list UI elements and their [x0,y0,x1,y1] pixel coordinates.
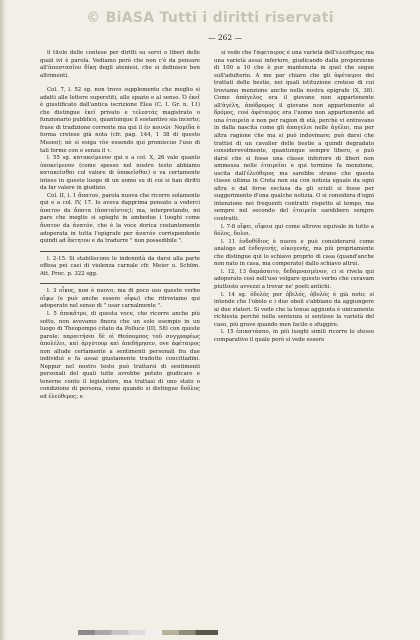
right-column [214,50,374,610]
paragraph: il titolo delle contese per diritti su servi o liberi delle quali ivi è parola. Vediamo però che non c'è da pensare all'ἀποστασίου δίκη degli ateniesi, che si definisce ben altrimenti. [40,50,200,79]
paragraph: l. 55 sg. κατακείμενον qui e a col. X, 26 vale quanto ὑποκείμενον (come spesso nel nostro testo abbiamo κατακεῖσθαι col valore di ὑποκεῖσθαι) e va certamente inteso in questo luogo di un uomo su di cui si han diritti da far valere in giudizio. [40,155,200,192]
left-column [40,50,200,622]
color-calibration-strip [78,630,218,635]
page-gutter-shadow [0,0,6,640]
paragraph: l. 14 sg. ὀδελὸς per ὀβελός, ὀβολός è già noto; si intende che l'obolo e i due oboli s'abbiano da aggiungere ai due stateri. Si vede che la tenue aggiunta è unicamente richiesta perchè nella sentenza si sentisse la varietà del caso, più grave quando men facile o sfuggire. [214,291,374,328]
scan-color-bar [0,628,420,636]
paragraph: l. 3 οἶκος, non è nuovo, ma di poco uso questo verbo οἴφω (e può anche essere οἶφω) che ritroviamo qui adoperato nel senso di " usar carnalmente ". [40,288,200,310]
paragraph: l. 11 ἐνδοθίδιος è nuovo e può considerarsi come analogo ad ἐνδογενής, οἰκογενής, ma più propriamente che distingue qui lo schiavo proprio di casa (quand'anche non nato in casa, ma comperato) dallo schiavo altrui. [214,238,374,268]
section-divider [40,251,200,252]
paragraph: si vede che l'ἀφέταιρος è una varietà dell'ἐλεύθερος ma una varietà assai inferiore, giudicando dalla proporzione di 100 a 10 che è pur mantenuta in quel che segue sull'adulterio. A me par chiaro che gli ἀφέταιροι dei trattati delle bestie, nei quali istituzione cretese di cui troviamo menzione anche nella nostra epigrafe (X, 38). Come ἀπάγελος era il giovane non appartenente all'ἀγέλη, ἀπόδρομος il giovane non appartenente al δρόμος, così ἀφέταιρος era l'uomo non appartenente ad una ἑταιρεία e non per ragion di età, perchè vi entravano in dalla nascita come gli ἀπαγελοι nelle ἀγέλαι, ma per altra ragione che ma si può indovinare; può darsi che trattisi di un cavalier delle bestie a quindi degradato considerevolmente, quantunque sempre libero, e può darsi che si fosse una classe inferiore di liberi non ammessa nelle ἑταιρεῖαι e qui termine fa menzione, uscita dall'ἐλεύθερος ma sarebbe strano che questa classe ultima in Creta non sia con notizia eguale da ogni altra o dal forse esclusa da gli sciuti si fosse per suggerimento d'una qualche notizia. O si considera d'ogni intenzione nei frequenti contratti rispetto al tempo, ma sempre nel secondo del ἑταιρεία sarebbero sempre contratti. [214,50,374,223]
paragraph: l. 5 ἀπεκᾶτρο, di questa voce, che ricorre anche più sotto, non avevamo finora che un solo esempio in un luogo di Theopompo citato da Polluce (III, 58) con queste parole: παραιτήσαι δὲ οἱ Θεόπομπος τοῦ συγγραφέως ἀπολέλει, καὶ ἀργύτουρ καὶ ἀπεδήμησεν, ove ἀφέταιρος non allude certamente a sentimenti personali fra due individui e fa assai giustamente tradotto concittadini. Neppur nel nostro testo può trattarsi di sentimenti personali del quali tutte avrebbe potuto giudicare e tenerne conto il legislatore, ma trattasi di uno stato o condizione di persona, come quando si distingue δοῦλος ed ἐλεύθερος; e [40,310,200,400]
page-number: — 262 — [207,33,243,42]
paragraph: l. 7-8 οἴφει, οἴφεια qui come altrove equivale in tutto a δόλος, δολοι. [214,223,374,238]
paragraph: Col. 7, l. 52 sg. non trovo supplemento che meglio si adatti alle lettere superstiti, allo spazio e al senso. Ὁ ἐκεῖ è giustificato dall'antica iscrizione Elea (C. I. Gr. n. 11) che distingue ἑκεῖ privato e τελεστάς magistrato o funzionario pubblico, quantunque il sostantivo sia incerto; frase di tradizione corrente ma qui il ἐν κοινῶι· Νομίδα è forma cretese già nota (cfr. pag. 144, 1 38 di questo Museo); nè si esiga τὸν essendo qui promiscuo l'uso di tali forme con e senza il τ. [40,87,200,154]
paragraph: l. 12, 13 δαμάσαιτο, δεδαμνασμένον, ci si rivela qui adoperato così nell'uso volgare questo verbo che ceravam piuttosto avvezzi a trovar ne' poeti antichi. [214,268,374,290]
paragraph: Col. II, l. 1 ἄπατον, parola nuova che ricorre solamente qui e a col. IV, 17. Io aveva dapprima pensato a vederci ἀπατον da ἄπατα (ἀπαταῖστος); ma, interpretando, mi pare che meglio si spieghi in ambedue i luoghi come ἄνατον da ἀνατόν, che è la voce dorica costantemente adoperata in tutta l'epigrafe per ἀνατόν corrispondente quindi ad ἄκτητον e da tradurre " non possedibile ". [40,192,200,245]
paragraph: l. 2-15. Si stabiliscono le indennità da darsi alla parte offesa pei casi di violenza carnale cfr. Meier u. Schöm. Att. Proc. p. 322 sgg. [40,255,200,277]
paragraph: l. 15 ἐπικατάσπο, in più luoghi simili ricorre lo stesso comparativo il quale però si vede essere [214,329,374,343]
watermark: © BiASA Tutti i diritti riservati [86,10,334,26]
section-divider [40,283,200,284]
